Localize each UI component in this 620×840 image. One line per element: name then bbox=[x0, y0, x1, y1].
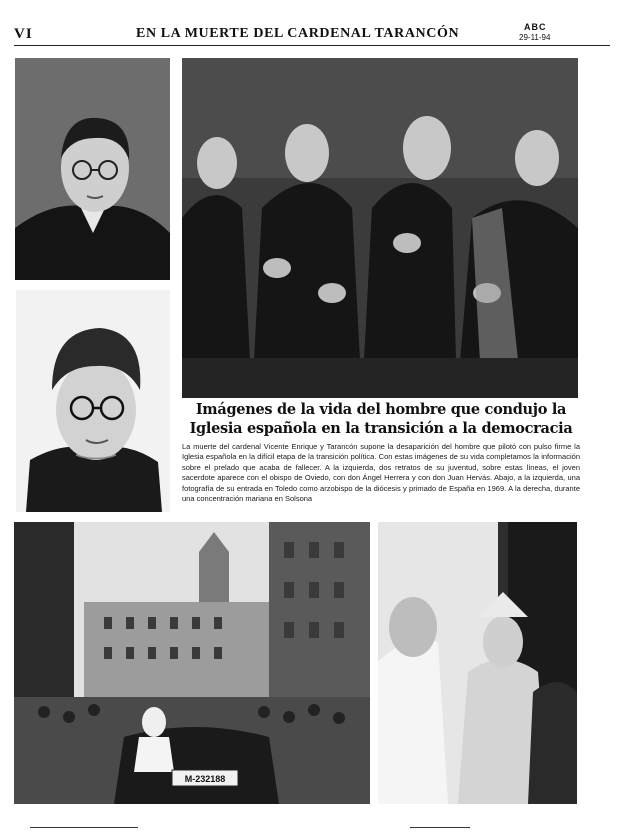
license-plate: M-232188 bbox=[184, 774, 226, 784]
publication-date: 29-11-94 bbox=[519, 33, 551, 42]
page-header bbox=[0, 0, 620, 48]
publication-name: ABC bbox=[524, 22, 547, 32]
page-number: VI bbox=[14, 26, 33, 42]
headline-line-1: Imágenes de la vida del hombre que condujo la bbox=[195, 401, 567, 418]
priest-with-glasses-portrait-photo bbox=[16, 290, 170, 512]
headline-line-2: Iglesia española en la transición a la democracia bbox=[189, 420, 573, 437]
group-with-bishops-photo bbox=[182, 58, 578, 398]
marian-gathering-photo bbox=[378, 522, 577, 804]
footer-rule-left bbox=[30, 827, 138, 828]
footer-rule-right bbox=[410, 827, 470, 828]
header-rule bbox=[14, 45, 610, 46]
toledo-arrival-photo bbox=[14, 522, 370, 804]
article-caption: La muerte del cardenal Vicente Enrique y Tarancón supone la desaparición del hombre que pilotó con pulso firme la Iglesia española en la difícil etapa de la transición política. Con estas imágenes de su vida completamos la información sobre el prelado que acaba de fallecer. A la izquierda, dos retratos de su juventud, sobre estas líneas, el joven sacerdote aparece con el obispo de Oviedo, con don Ángel Herrera y con don Juan Hervás. Abajo, a la izquierda, una fotografía de su entrada en Toledo como arzobispo de la diócesis y primado de España en 1969. A la derecha, durante una concentración mariana en Solsona bbox=[182, 442, 580, 504]
section-title: EN LA MUERTE DEL CARDENAL TARANCÓN bbox=[136, 26, 460, 41]
young-priest-portrait-photo bbox=[15, 58, 170, 280]
article-headline bbox=[182, 400, 580, 438]
